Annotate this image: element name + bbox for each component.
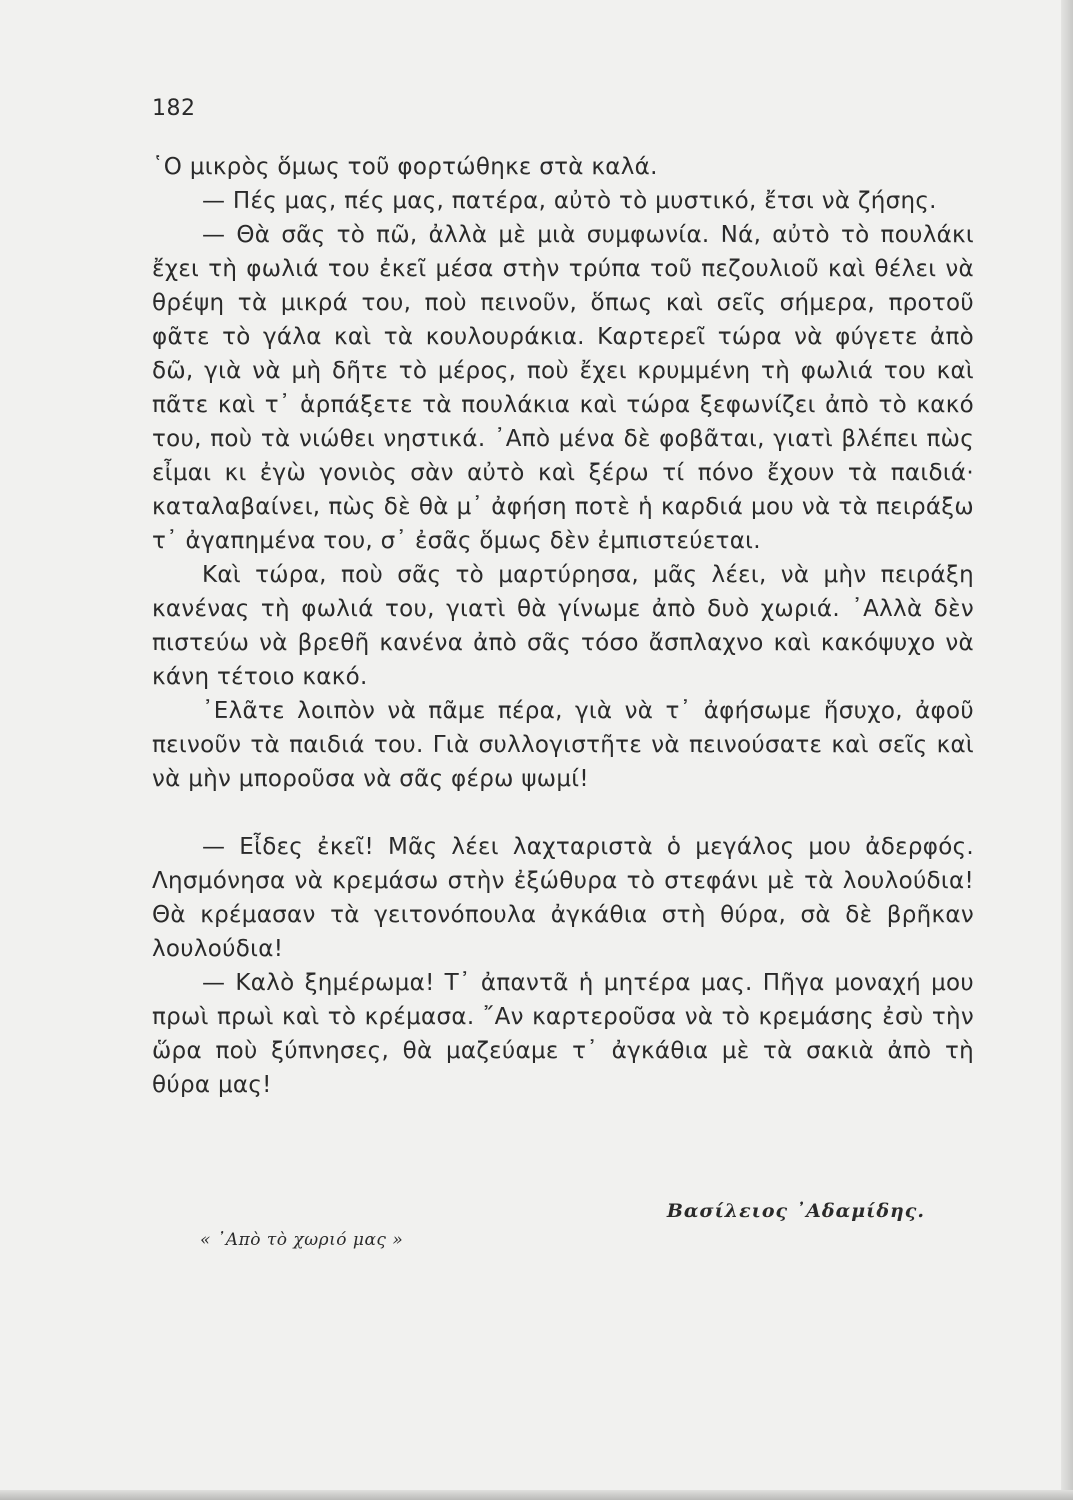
paragraph: — Εἶδες ἐκεῖ! Μᾶς λέει λαχταριστὰ ὁ μεγάλος μου ἀδερφός. Λησμόνησα νὰ κρεμάσω στὴν ἐξώθυρα τὸ στεφάνι μὲ τὰ λουλούδια! Θὰ κρέμασαν τὰ γειτονόπουλα ἀγκάθια στὴ θύρα, σὰ δὲ βρῆκαν λουλούδια! <box>152 834 974 962</box>
author-signature: Βασίλειος ᾽Αδαμίδης. <box>666 1200 925 1222</box>
paragraph: Καὶ τώρα, ποὺ σᾶς τὸ μαρτύρησα, μᾶς λέει, νὰ μὴν πειράξη κανένας τὴ φωλιά του, γιατὶ θὰ γίνωμε ἀπὸ δυὸ χωριά. ᾽Αλλὰ δὲν πιστεύω νὰ βρεθῆ κανένα ἀπὸ σᾶς τόσο ἄσπλαχνο καὶ κακόψυχο νὰ κάνη τέτοιο κακό. <box>152 562 974 690</box>
body-text <box>152 150 974 1102</box>
paragraph: ᾽Ελᾶτε λοιπὸν νὰ πᾶμε πέρα, γιὰ νὰ τ᾽ ἀφήσωμε ἥσυχο, ἀφοῦ πεινοῦν τὰ παιδιά του. Γιὰ συλλογιστῆτε νὰ πεινούσατε καὶ σεῖς καὶ νὰ μὴν μποροῦσα νὰ σᾶς φέρω ψωμί! <box>152 698 974 792</box>
page-edge <box>1061 0 1073 1500</box>
page-number: 182 <box>152 96 196 121</box>
source-citation: « ᾽Απὸ τὸ χωριό μας » <box>200 1230 404 1250</box>
paragraph: — Πές μας, πές μας, πατέρα, αὐτὸ τὸ μυστικό, ἔτσι νὰ ζήσης. <box>202 188 937 214</box>
paragraph: — Καλὸ ξημέρωμα! Τ᾽ ἀπαντᾶ ἡ μητέρα μας. Πῆγα μοναχή μου πρωὶ πρωὶ καὶ τὸ κρέμασα. ῎Αν καρτεροῦσα νὰ τὸ κρεμάσης ἐσὺ τὴν ὥρα ποὺ ξύπνησες, θὰ μαζεύαμε τ᾽ ἀγκάθια μὲ τὰ σακιὰ ἀπὸ τὴ θύρα μας! <box>152 970 974 1098</box>
paragraph: — Θὰ σᾶς τὸ πῶ, ἀλλὰ μὲ μιὰ συμφωνία. Νά, αὐτὸ τὸ πουλάκι ἔχει τὴ φωλιά του ἐκεῖ μέσα στὴν τρύπα τοῦ πεζουλιοῦ καὶ θέλει νὰ θρέψη τὰ μικρά του, ποὺ πεινοῦν, ὅπως καὶ σεῖς σήμερα, προτοῦ φᾶτε τὸ γάλα καὶ τὰ κουλουράκια. Καρτερεῖ τώρα νὰ φύγετε ἀπὸ δῶ, γιὰ νὰ μὴ δῆτε τὸ μέρος, ποὺ ἔχει κρυμμένη τὴ φωλιά του καὶ πᾶτε καὶ τ᾽ ἁρπάξετε τὰ πουλάκια καὶ τώρα ξεφωνίζει ἀπὸ τὸ κακό του, ποὺ τὰ νιώθει νηστικά. ᾽Απὸ μένα δὲ φοβᾶται, γιατὶ βλέπει πὼς εἶμαι κι ἐγὼ γονιὸς σὰν αὐτὸ καὶ ξέρω τί πόνο ἔχουν τὰ παιδιά· καταλαβαίνει, πὼς δὲ θὰ μ᾽ ἀφήση ποτὲ ἡ καρδιά μου νὰ τὰ πειράξω τ᾽ ἀγαπημένα του, σ᾽ ἐσᾶς ὅμως δὲν ἐμπιστεύεται. <box>152 222 974 554</box>
bottom-edge <box>0 1490 1073 1500</box>
paragraph: ῾Ο μικρὸς ὅμως τοῦ φορτώθηκε στὰ καλά. <box>152 154 658 180</box>
